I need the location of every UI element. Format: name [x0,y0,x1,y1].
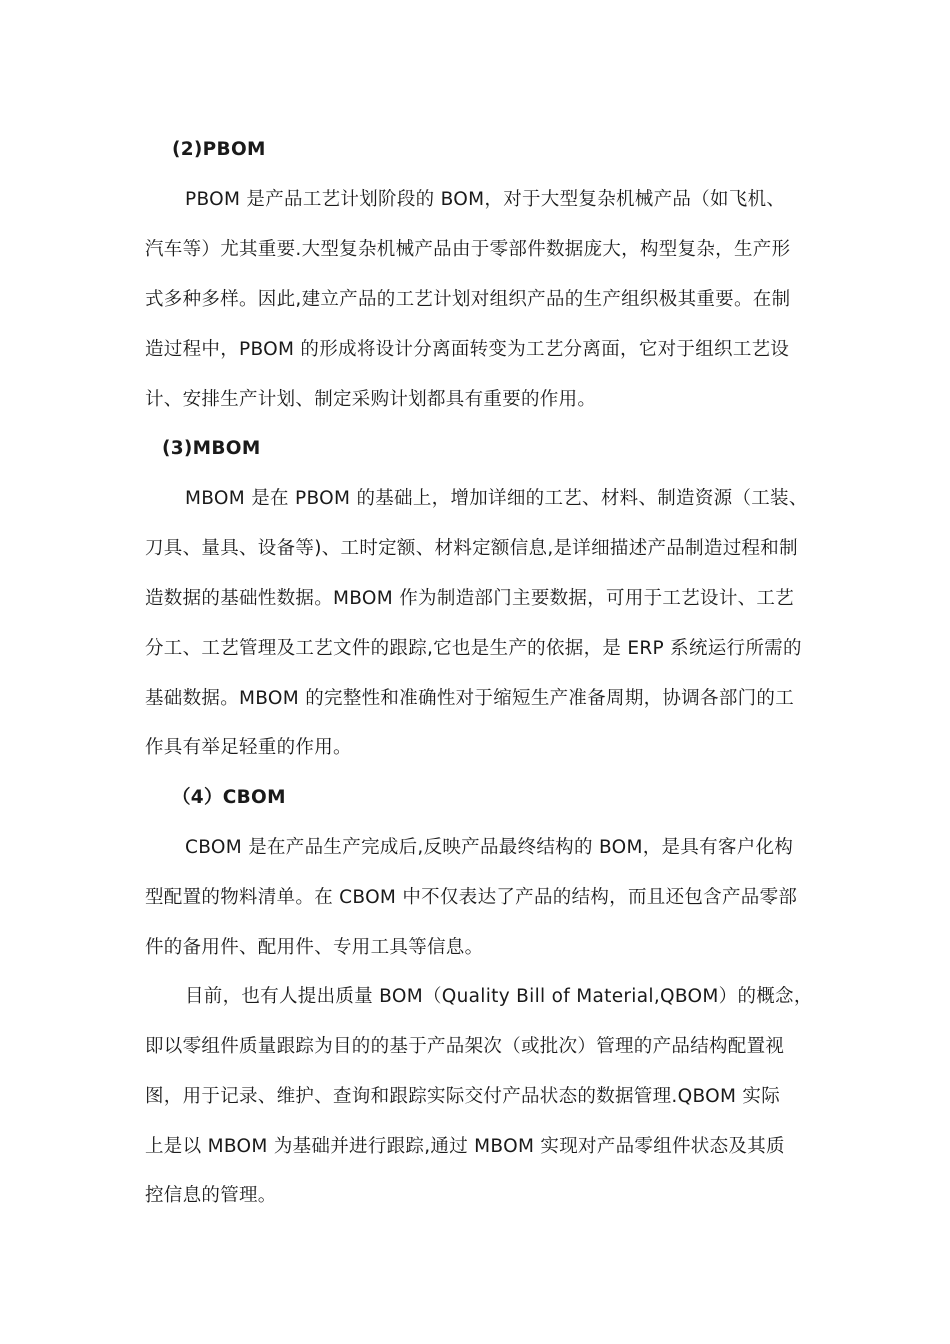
section-heading-mbom: (3)MBOM [162,438,261,459]
paragraph-line: MBOM 是在 PBOM 的基础上，增加详细的工艺、材料、制造资源（工装、 [185,488,808,509]
paragraph-line: 造过程中，PBOM 的形成将设计分离面转变为工艺分离面，它对于组织工艺设 [145,339,790,360]
paragraph-line: 目前，也有人提出质量 BOM（Quality Bill of Material,QBOM）的概念， [185,986,813,1007]
paragraph-line: CBOM 是在产品生产完成后,反映产品最终结构的 BOM，是具有客户化构 [185,837,794,858]
paragraph-line: 作具有举足轻重的作用。 [145,737,352,758]
paragraph-line: 刀具、量具、设备等)、工时定额、材料定额信息,是详细描述产品制造过程和制 [145,538,798,559]
paragraph-line: 基础数据。MBOM 的完整性和准确性对于缩短生产准备周期，协调各部门的工 [145,688,795,709]
paragraph-line: 图，用于记录、维护、查询和跟踪实际交付产品状态的数据管理.QBOM 实际 [145,1086,781,1107]
paragraph-line: 上是以 MBOM 为基础并进行跟踪,通过 MBOM 实现对产品零组件状态及其质 [145,1136,785,1157]
paragraph-line: PBOM 是产品工艺计划阶段的 BOM，对于大型复杂机械产品（如飞机、 [185,189,786,210]
paragraph-line: 型配置的物料清单。在 CBOM 中不仅表达了产品的结构，而且还包含产品零部 [145,887,798,908]
paragraph-line: 造数据的基础性数据。MBOM 作为制造部门主要数据，可用于工艺设计、工艺 [145,588,795,609]
paragraph-line: 汽车等）尤其重要.大型复杂机械产品由于零部件数据庞大，构型复杂，生产形 [145,239,791,260]
section-heading-cbom: （4）CBOM [172,787,286,808]
paragraph-line: 控信息的管理。 [145,1185,277,1206]
paragraph-line: 件的备用件、配用件、专用工具等信息。 [145,937,484,958]
section-heading-pbom: (2)PBOM [172,139,266,160]
paragraph-line: 式多种多样。因此,建立产品的工艺计划对组织产品的生产组织极其重要。在制 [145,289,791,310]
paragraph-line: 分工、工艺管理及工艺文件的跟踪,它也是生产的依据，是 ERP 系统运行所需的 [145,638,802,659]
paragraph-line: 即以零组件质量跟踪为目的的基于产品架次（或批次）管理的产品结构配置视 [145,1036,785,1057]
paragraph-line: 计、安排生产计划、制定采购计划都具有重要的作用。 [145,389,597,410]
